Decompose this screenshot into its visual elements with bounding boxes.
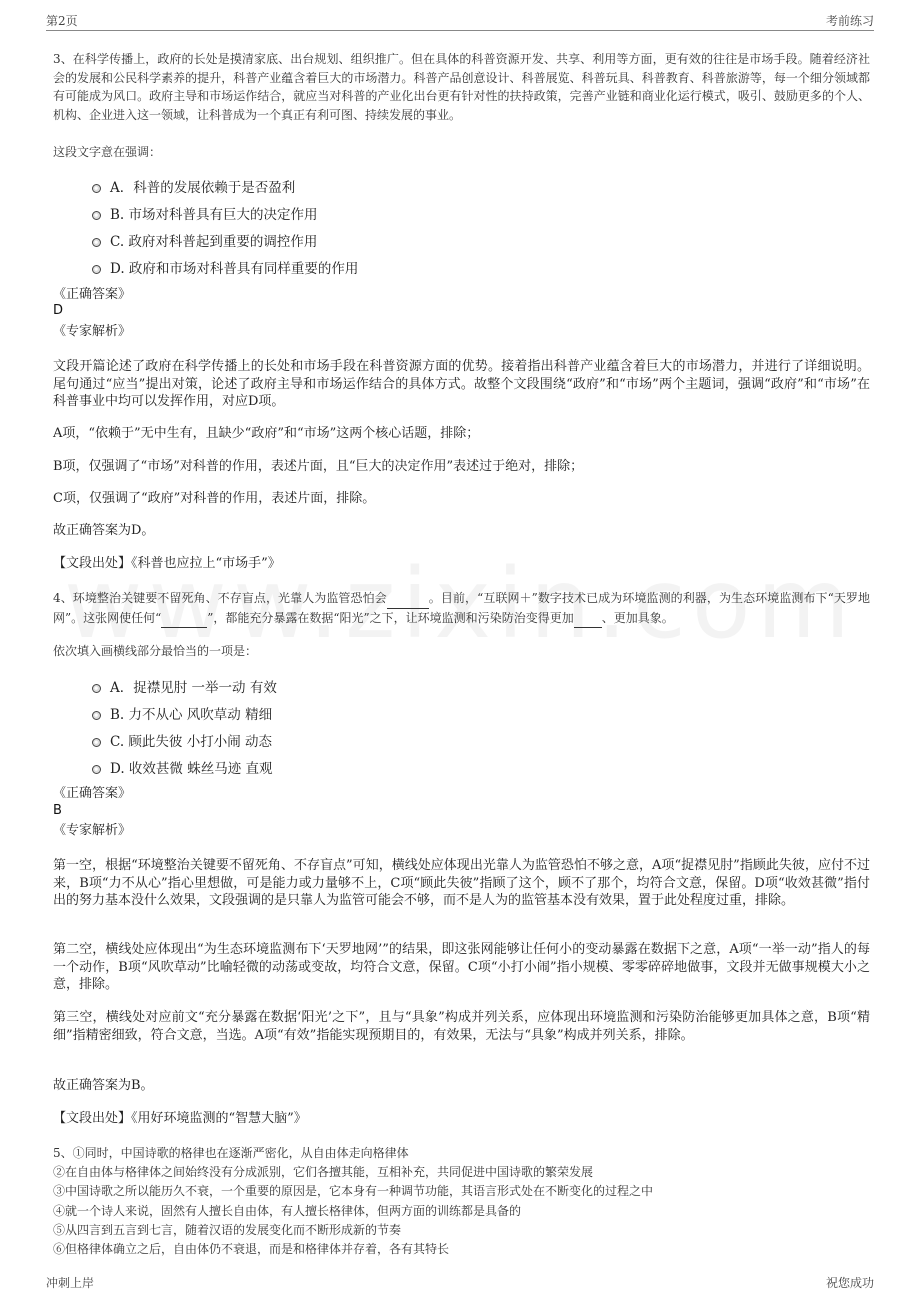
q3-option-b[interactable] [92,203,318,223]
q3-option-c[interactable] [92,230,317,250]
radio-icon[interactable] [92,211,101,220]
q3-option-a[interactable] [92,176,295,196]
q5-line-6: ⑥但格律体确立之后，自由体仍不衰退，而是和格律体并存着，各有其特长 [53,1242,450,1256]
q4-option-d[interactable] [92,757,273,777]
q3-option-d[interactable] [92,257,358,277]
q4-source: 【文段出处】《用好环境监测的“智慧大脑”》 [53,1111,307,1126]
question-4-stem: 4、环境整治关键要不留死角、不存盲点，光靠人为监管恐怕会 。目前，“互联网＋”数字技术已成为环境监测的利器，为生态环境监测布下“天罗地网”。这张网使任何“ ”，都能充分暴露在数据“阳光”之下，让环境监测和污染防治变得更加 、更加具象。 [53,589,870,628]
option-text: D. 政府和市场对科普具有同样重要的作用 [110,261,359,277]
page-number: 第2页 [46,14,78,28]
radio-icon[interactable] [92,684,101,693]
q5-line-1: 5、①同时，中国诗歌的格律也在逐渐严密化，从自由体走向格律体 [53,1146,409,1160]
q5-line-5: ⑤从四言到五言到七言，随着汉语的发展变化而不断形成新的节奏 [53,1223,402,1237]
question-3-stem: 3、在科学传播上，政府的长处是摸清家底、出台规划、组织推广。但在具体的科普资源开发、共享、利用等方面，更有效的往往是市场手段。随着经济社会的发展和公民科学素养的提升，科普产业蕴含着巨大的市场潜力。科普产品创意设计、科普展览、科普玩具、科普教育、科普旅游等，每一个细分领域都有可能成为风口。政府主导和市场运作结合，就应当对科普的产业化出台更有针对性的扶持政策，完善产业链和商业化运行模式，吸引、鼓励更多的个人、机构、企业进入这一领域，让科普成为一个真正有利可图、持续发展的事业。 [53,52,870,122]
q4-analysis-p2: 第二空，横线处应体现出“为生态环境监测布下‘天罗地网’”的结果，即这张网能够让任何小的变动暴露在数据下之意，A项“一举一动”指人的每一个动作，B项“风吹草动”比喻轻微的动荡或变故，均符合文意，保留。C项“小打小闹”指小规模、零零碎碎地做事，文段并无做事规模大小之意，排除。 [53,942,870,992]
question-3-prompt: 这段文字意在强调： [53,145,162,159]
radio-icon[interactable] [92,738,101,747]
footer-left: 冲刺上岸 [46,1276,95,1290]
q4-analysis-p3: 第三空，横线处对应前文“充分暴露在数据‘阳光’之下”，且与“具象”构成并列关系，应体现出环境监测和污染防治能够更加具体之意，B项“精细”指精密细致，符合文意，当选。A项“有效”指能实现预期目的，有效果，无法与“具象”构成并列关系，排除。 [53,1010,870,1043]
q3-analysis-p3: B项，仅强调了“市场”对科普的作用，表述片面，且“巨大的决定作用”表述过于绝对，排除； [53,459,584,474]
q3-source: 【文段出处】《科普也应拉上“市场手”》 [53,556,281,571]
q4-analysis-p1: 第一空，根据“环境整治关键要不留死角、不存盲点”可知，横线处应体现出光靠人为监管恐怕不够之意，A项“捉襟见肘”指顾此失彼，应付不过来，B项“力不从心”指心里想做，可是能力或力量够不上，C项“顾此失彼”指顾了这个，顾不了那个，均符合文意，保留。D项“收效甚微”指付出的努力基本没什么效果，文段强调的是只靠人为监管可能会不够，而不是人为的监管基本没有效果，置于此处程度过重，排除。 [53,858,870,908]
q5-line-3: ③中国诗歌之所以能历久不衰，一个重要的原因是，它本身有一种调节功能，其语言形式处在不断变化的过程之中 [53,1184,654,1198]
option-text: B. 力不从心 风吹草动 精细 [110,707,273,723]
radio-icon[interactable] [92,184,101,193]
header-title: 考前练习 [825,14,874,28]
option-text: D. 收效甚微 蛛丝马迹 直观 [110,761,273,777]
blank-1 [387,589,429,609]
q4-answer: B [53,803,62,818]
radio-icon[interactable] [92,238,101,247]
q4-option-a[interactable] [92,676,277,696]
option-text: B. 市场对科普具有巨大的决定作用 [110,207,318,223]
radio-icon[interactable] [92,265,101,274]
q3-analysis-p5: 故正确答案为D。 [53,523,155,538]
page-footer [46,1274,874,1292]
radio-icon[interactable] [92,765,101,774]
blank-2 [161,609,207,629]
q4-option-b[interactable] [92,703,272,723]
q5-line-4: ④就一个诗人来说，固然有人擅长自由体，有人擅长格律体，但两方面的训练都是具备的 [53,1204,522,1218]
q5-line-2: ②在自由体与格律体之间始终没有分成派别，它们各擅其能，互相补充，共同促进中国诗歌的繁荣发展 [53,1165,594,1179]
q3-answer-label: 《正确答案》 [53,287,132,302]
q3-analysis-p1: 文段开篇论述了政府在科学传播上的长处和市场手段在科普资源方面的优势。接着指出科普产业蕴含着巨大的市场潜力，并进行了详细说明。尾句通过“应当”提出对策，论述了政府主导和市场运作结合的具体方式。故整个文段围绕“政府”和“市场”两个主题词，强调“政府”和“市场”在科普事业中均可以发挥作用，对应D项。 [53,359,870,409]
q4-answer-label: 《正确答案》 [53,786,132,801]
option-text: A．捉襟见肘 一举一动 有效 [110,680,277,696]
blank-3 [574,609,602,629]
option-text: C. 顾此失彼 小打小闹 动态 [110,734,273,750]
q3-analysis-p4: C项，仅强调了“政府”对科普的作用，表述片面，排除。 [53,491,376,506]
footer-right: 祝您成功 [825,1276,874,1290]
q4-option-c[interactable] [92,730,272,750]
q3-answer: D [53,303,64,318]
page-header [46,12,874,31]
question-4-prompt: 依次填入画横线部分最恰当的一项是： [53,644,258,658]
option-text: C. 政府对科普起到重要的调控作用 [110,234,318,250]
option-text: A．科普的发展依赖于是否盈利 [110,180,296,196]
q4-analysis-label: 《专家解析》 [53,823,132,838]
q4-analysis-p4: 故正确答案为B。 [53,1078,154,1093]
q3-analysis-p2: A项，“依赖于”无中生有，且缺少“政府”和“市场”这两个核心话题，排除； [53,426,480,441]
q3-analysis-label: 《专家解析》 [53,324,132,339]
radio-icon[interactable] [92,711,101,720]
